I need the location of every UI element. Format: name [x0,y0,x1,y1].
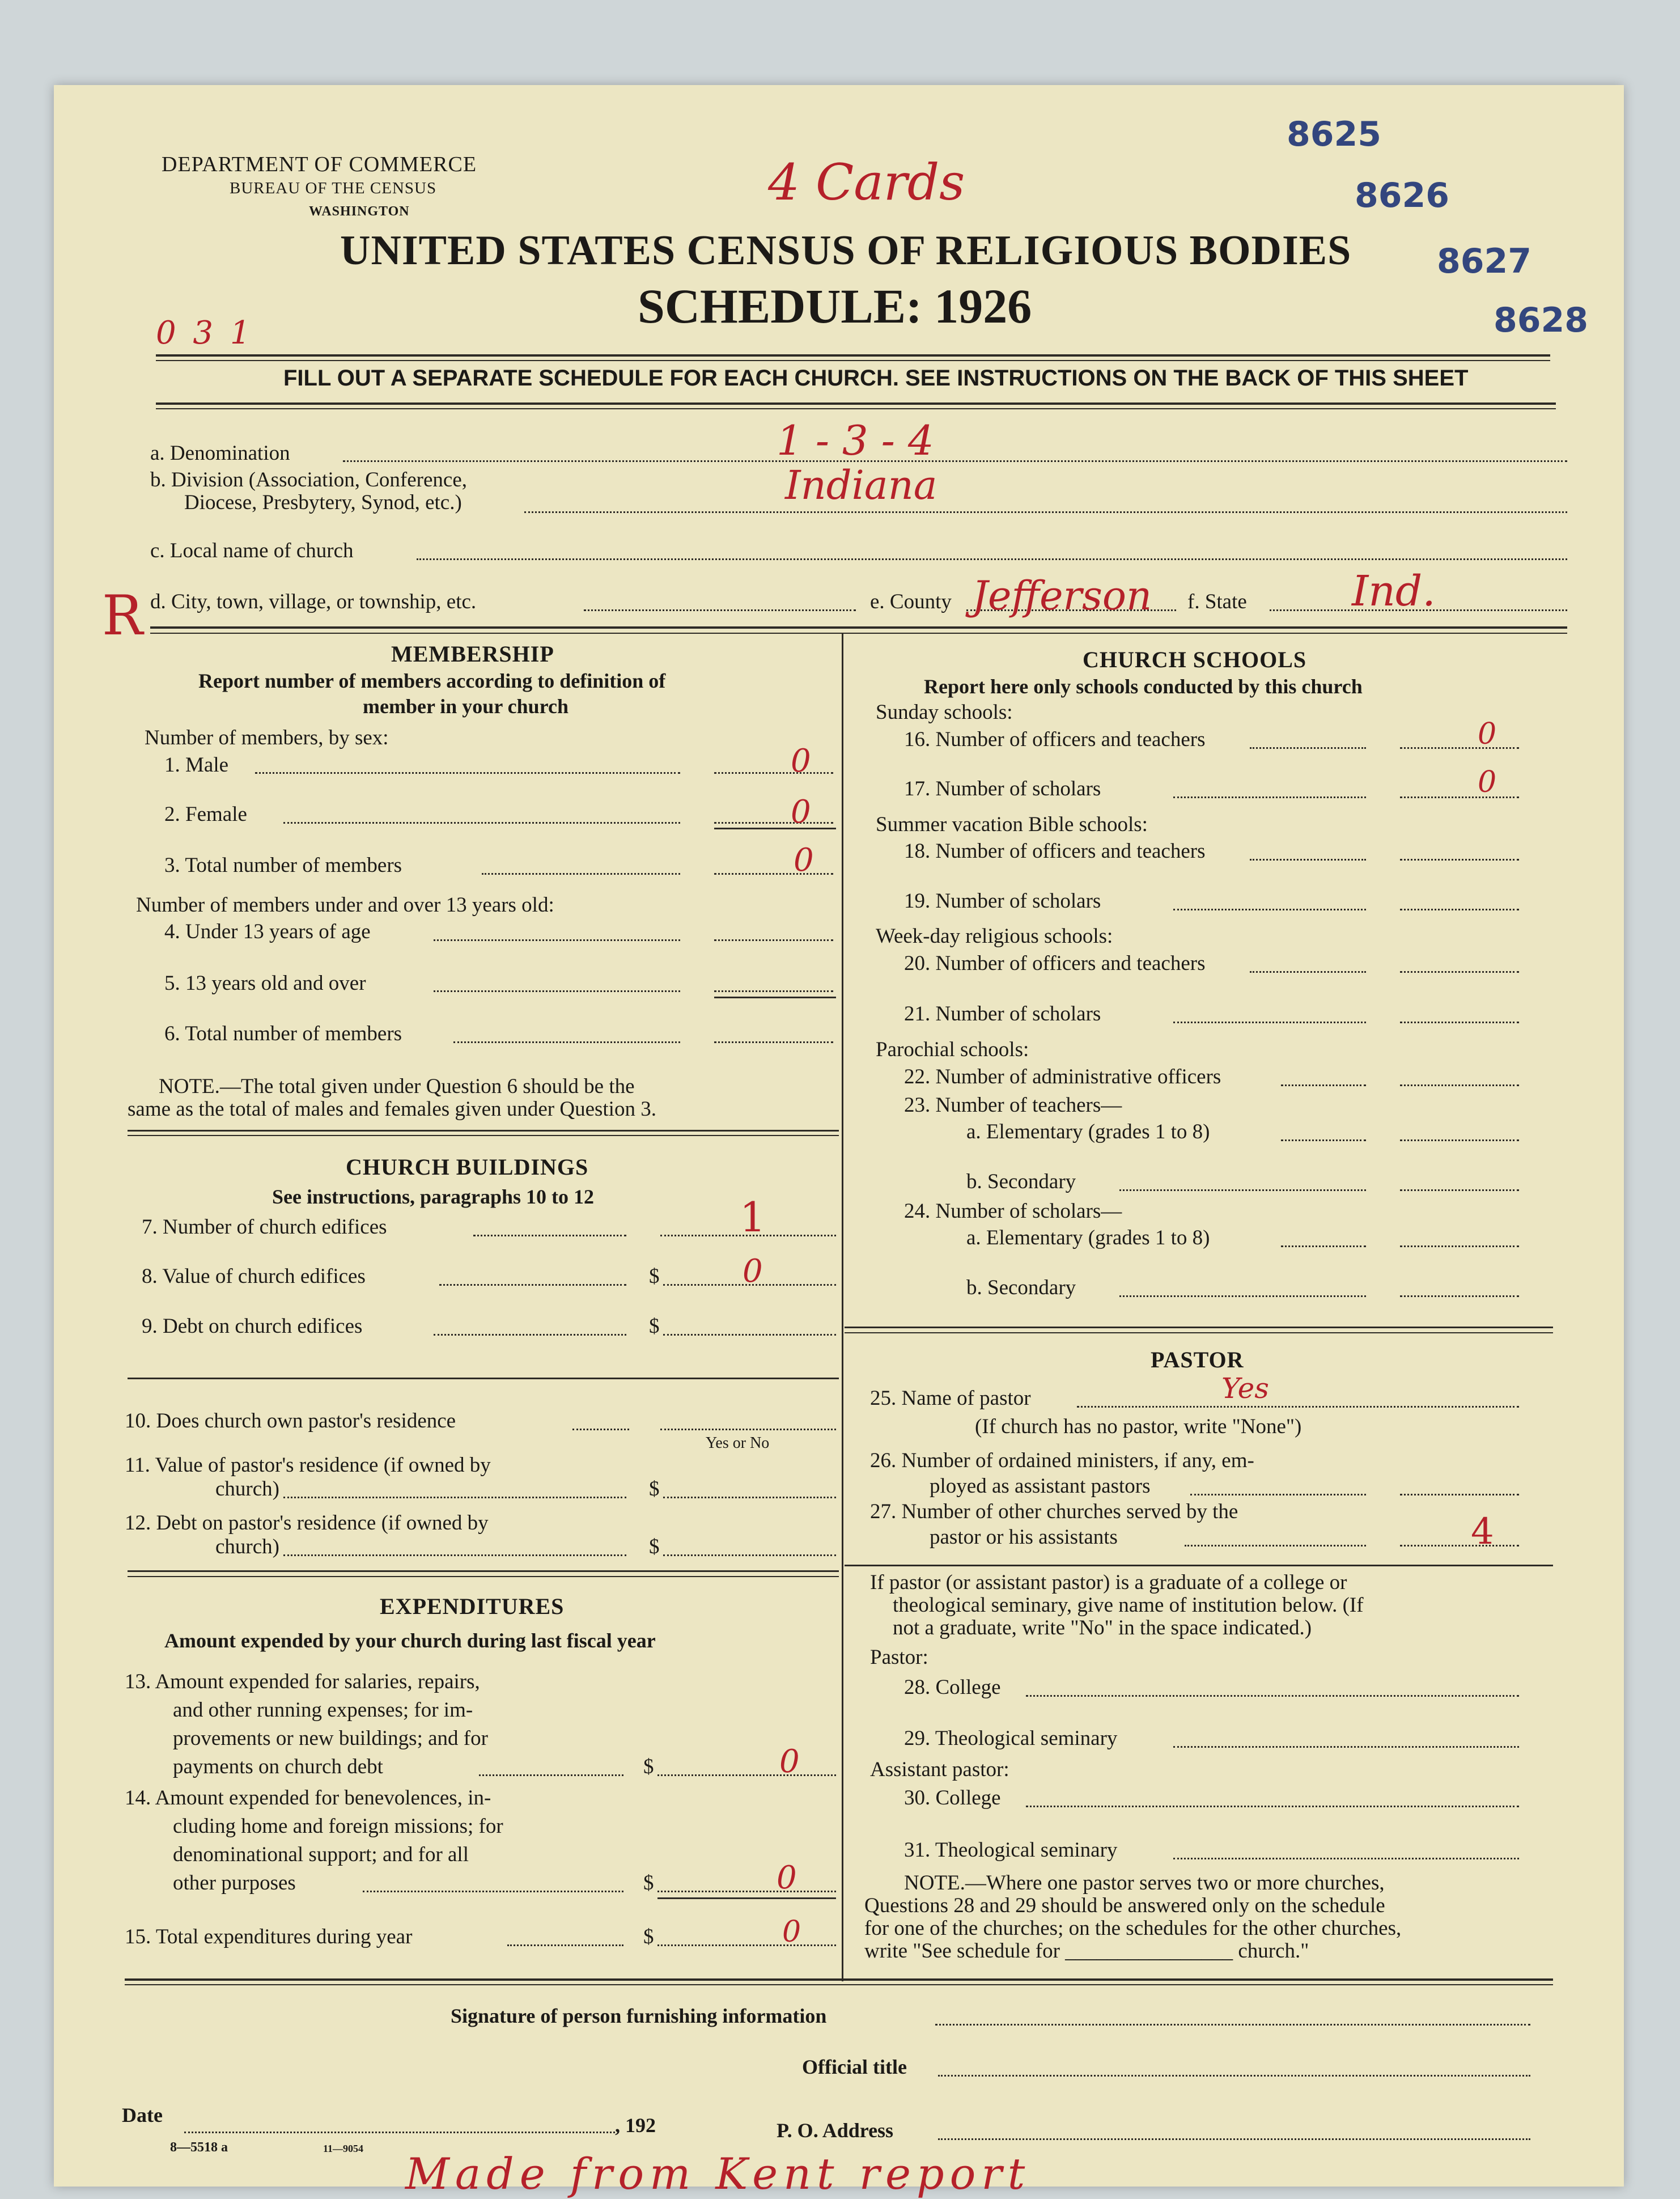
date-year-suffix: , 192 [615,2114,656,2137]
sum-rule [657,1897,836,1899]
handwritten-bottom-note: Made from Kent report [405,2149,1031,2199]
stamp-number: 8627 [1437,241,1531,281]
q17-answer-field[interactable] [1400,796,1519,798]
q13-label-cont: provements or new buildings; and for [173,1727,488,1750]
q26-answer-field[interactable] [1400,1494,1519,1495]
schedule-title: SCHEDULE: 1926 [638,279,1032,333]
q24a-label: a. Elementary (grades 1 to 8) [966,1226,1210,1249]
handwritten-cards-note: 4 Cards [768,153,965,211]
q31-answer-field[interactable] [1173,1858,1519,1859]
q9-label: 9. Debt on church edifices [142,1315,363,1338]
bureau-name: BUREAU OF THE CENSUS [230,179,437,197]
q12-label: 12. Debt on pastor's residence (if owned by [125,1511,489,1535]
q13-value: 0 [779,1743,800,1780]
local-name-label: c. Local name of church [150,539,354,562]
membership-heading: MEMBERSHIP [391,641,554,667]
q14-answer-field[interactable] [657,1891,836,1892]
membership-subtitle: Report number of members according to definition of [198,670,666,692]
q27-label: 27. Number of other churches served by the [870,1500,1238,1523]
graduate-instructions-cont: not a graduate, write "No" in the space indicated.) [893,1616,1312,1639]
date-field[interactable] [184,2132,615,2133]
section-rule [128,1130,839,1132]
q22-label: 22. Number of administrative officers [904,1065,1221,1088]
q28-answer-field[interactable] [1026,1695,1519,1697]
q11-label: 11. Value of pastor's residence (if owned by [125,1454,491,1477]
members-by-sex-label: Number of members, by sex: [145,726,389,749]
official-title-label: Official title [802,2056,907,2078]
expenditures-subtitle: Amount expended by your church during last fiscal year [164,1629,656,1652]
pastor-note-cont: for one of the churches; on the schedules for the other churches, [864,1917,1402,1940]
membership-note: NOTE.—The total given under Question 6 should be the [159,1075,635,1098]
leader-dots [434,939,680,941]
q23a-answer-field[interactable] [1400,1139,1519,1141]
q13-answer-field[interactable] [657,1774,836,1776]
q11-label-cont: church) [215,1477,279,1501]
q24a-answer-field[interactable] [1400,1245,1519,1247]
stamp-number: 8625 [1287,115,1381,154]
leader-dots [363,1891,623,1892]
q9-answer-field[interactable] [663,1334,836,1336]
q25-label: 25. Name of pastor [870,1387,1031,1410]
buildings-subtitle: See instructions, paragraphs 10 to 12 [272,1185,595,1208]
q21-label: 21. Number of scholars [904,1002,1101,1026]
q13-label: 13. Amount expended for salaries, repairs, [125,1670,480,1693]
q24-label: 24. Number of scholars— [904,1200,1122,1223]
header-rule [156,402,1556,405]
leader-dots [1250,859,1366,861]
header-rule [156,360,1550,361]
state-label: f. State [1187,590,1247,613]
city-name: WASHINGTON [309,204,410,219]
q4-answer-field[interactable] [714,939,833,941]
membership-subtitle: member in your church [363,695,569,718]
section-rule [128,1135,839,1136]
division-field[interactable] [524,511,1567,513]
county-value: Jefferson [972,573,1152,619]
q14-value: 0 [777,1859,797,1896]
local-name-field[interactable] [417,558,1567,560]
q3-label: 3. Total number of members [164,854,402,877]
leader-dots [1173,909,1366,910]
assistant-pastor-subheading: Assistant pastor: [870,1758,1009,1781]
q8-label: 8. Value of church edifices [142,1265,366,1288]
denomination-field[interactable] [343,460,1567,462]
leader-dots [434,990,680,992]
q23-label: 23. Number of teachers— [904,1094,1122,1117]
q1-value: 0 [791,743,811,779]
leader-dots [453,1041,680,1043]
q2-label: 2. Female [164,803,247,826]
pastor-note-cont: Questions 28 and 29 should be answered only on the schedule [864,1894,1385,1917]
city-label: d. City, town, village, or township, etc. [150,590,477,613]
q14-label-cont: cluding home and foreign missions; for [173,1815,503,1838]
section-rule [845,1332,1553,1333]
q5-answer-field[interactable] [714,990,833,992]
section-rule [150,626,1567,629]
section-rule [845,1565,1553,1566]
denomination-label: a. Denomination [150,442,290,465]
q1-answer-field[interactable] [714,772,833,774]
leader-dots [439,1284,626,1286]
stamp-number: 8626 [1355,176,1449,215]
pastor-subheading: Pastor: [870,1646,928,1669]
form-number: 8—5518 a [170,2140,228,2155]
dollar-sign: $ [649,1265,660,1288]
q4-label: 4. Under 13 years of age [164,920,371,943]
q30-label: 30. College [904,1786,1001,1810]
leader-dots [1173,796,1366,798]
q30-answer-field[interactable] [1026,1806,1519,1807]
leader-dots [1185,1545,1366,1546]
header-rule [156,408,1556,409]
pastor-heading: PASTOR [1151,1347,1244,1372]
section-rule [125,1978,1553,1981]
q2-answer-field[interactable] [714,822,833,824]
q17-label: 17. Number of scholars [904,777,1101,800]
leader-dots [255,772,680,774]
q7-value: 1 [740,1193,766,1241]
leader-dots [1173,1022,1366,1023]
division-label-cont: Diocese, Presbytery, Synod, etc.) [184,491,462,514]
stamp-number: 8628 [1494,300,1588,340]
sunday-schools-label: Sunday schools: [876,701,1013,724]
state-value: Ind. [1352,567,1436,616]
q3-value: 0 [794,842,814,879]
leader-dots [283,1497,626,1498]
q27-value: 4 [1471,1511,1494,1553]
county-label: e. County [870,590,952,613]
section-rule [128,1570,839,1572]
leader-dots [1281,1084,1366,1086]
q6-label: 6. Total number of members [164,1022,402,1045]
city-field[interactable] [584,609,856,611]
print-number: 11—9054 [323,2143,364,2154]
handwritten-code: 0 3 1 [156,315,254,351]
q27-label-cont: pastor or his assistants [930,1526,1118,1549]
q5-label: 5. 13 years old and over [164,972,366,995]
q25-value: Yes [1221,1372,1269,1405]
q18-answer-field[interactable] [1400,859,1519,861]
po-address-label: P. O. Address [777,2119,894,2142]
q31-label: 31. Theological seminary [904,1838,1118,1862]
instruction-banner: FILL OUT A SEPARATE SCHEDULE FOR EACH CHURCH. SEE INSTRUCTIONS ON THE BACK OF THIS SHEET [283,366,1469,391]
section-rule [125,1984,1553,1985]
q12-label-cont: church) [215,1535,279,1558]
q14-label: 14. Amount expended for benevolences, in- [125,1786,491,1810]
q25-note: (If church has no pastor, write "None") [975,1415,1302,1438]
leader-dots [1281,1245,1366,1247]
sum-rule [714,828,836,829]
schedule-sheet [54,85,1624,2199]
q21-answer-field[interactable] [1400,1022,1519,1023]
dollar-sign: $ [649,1535,660,1558]
q14-label-cont: denominational support; and for all [173,1843,469,1866]
q6-answer-field[interactable] [714,1041,833,1043]
q26-label: 26. Number of ordained ministers, if any, em- [870,1449,1254,1472]
buildings-heading: CHURCH BUILDINGS [346,1154,589,1180]
section-rule [845,1327,1553,1328]
leader-dots [434,1334,626,1336]
expenditures-heading: EXPENDITURES [380,1594,565,1619]
q28-label: 28. College [904,1676,1001,1699]
q29-answer-field[interactable] [1173,1746,1519,1748]
q23b-answer-field[interactable] [1400,1189,1519,1191]
q12-answer-field[interactable] [663,1554,836,1556]
leader-dots [1190,1494,1366,1495]
form-title: UNITED STATES CENSUS OF RELIGIOUS BODIES [340,227,1352,274]
dollar-sign: $ [643,1871,654,1895]
q8-value: 0 [743,1253,763,1290]
leader-dots [482,873,680,875]
q15-value: 0 [782,1915,801,1949]
leader-dots [507,1944,623,1946]
members-by-age-label: Number of members under and over 13 years old: [136,893,554,917]
leader-dots [572,1429,629,1430]
section-rule [150,633,1567,634]
q26-label-cont: ployed as assistant pastors [930,1475,1151,1498]
leader-dots [1250,971,1366,973]
leader-dots [283,822,680,824]
q29-label: 29. Theological seminary [904,1727,1118,1750]
q20-answer-field[interactable] [1400,971,1519,973]
q10-answer-field[interactable] [660,1429,836,1430]
dollar-sign: $ [643,1755,654,1778]
header-rule [156,354,1550,357]
leader-dots [1119,1295,1366,1297]
section-rule [128,1576,839,1577]
po-address-field[interactable] [938,2138,1530,2140]
summer-schools-label: Summer vacation Bible schools: [876,813,1148,836]
q25-answer-field[interactable] [1077,1406,1519,1408]
dollar-sign: $ [643,1925,654,1948]
graduate-instructions-cont: theological seminary, give name of institution below. (If [893,1594,1364,1617]
weekday-schools-label: Week-day religious schools: [876,925,1113,948]
membership-note-cont: same as the total of males and females given under Question 3. [128,1098,656,1121]
yes-no-hint: Yes or No [706,1434,770,1452]
q13-label-cont: payments on church debt [173,1755,383,1778]
q15-answer-field[interactable] [657,1944,836,1946]
q16-value: 0 [1478,717,1497,751]
leader-dots [1281,1139,1366,1141]
leader-dots [473,1235,626,1236]
sum-rule [714,997,836,998]
leader-dots [479,1774,623,1776]
signature-label: Signature of person furnishing information [451,2005,827,2027]
leader-dots [1250,747,1366,749]
pastor-note: NOTE.—Where one pastor serves two or more churches, [904,1871,1385,1895]
leader-dots [1119,1189,1366,1191]
q19-answer-field[interactable] [1400,909,1519,910]
q1-label: 1. Male [164,753,229,777]
q24b-answer-field[interactable] [1400,1295,1519,1297]
q11-answer-field[interactable] [663,1497,836,1498]
q13-label-cont: and other running expenses; for im- [173,1698,473,1722]
section-rule [128,1378,839,1379]
q19-label: 19. Number of scholars [904,889,1101,913]
column-divider [842,634,843,1981]
schools-heading: CHURCH SCHOOLS [1083,647,1307,672]
handwritten-r-mark: R [102,584,143,647]
q18-label: 18. Number of officers and teachers [904,840,1206,863]
q16-answer-field[interactable] [1400,747,1519,749]
signature-field[interactable] [935,2024,1530,2026]
graduate-instructions: If pastor (or assistant pastor) is a graduate of a college or [870,1571,1347,1594]
dollar-sign: $ [649,1477,660,1501]
division-value: Indiana [785,462,937,509]
q16-label: 16. Number of officers and teachers [904,728,1206,751]
q15-label: 15. Total expenditures during year [125,1925,413,1948]
q20-label: 20. Number of officers and teachers [904,952,1206,975]
dollar-sign: $ [649,1315,660,1338]
q10-label: 10. Does church own pastor's residence [125,1409,456,1433]
q3-answer-field[interactable] [714,873,833,875]
division-label: b. Division (Association, Conference, [150,468,467,492]
schools-subtitle: Report here only schools conducted by this church [924,675,1363,698]
q23b-label: b. Secondary [966,1170,1076,1193]
q7-label: 7. Number of church edifices [142,1215,387,1239]
q24b-label: b. Secondary [966,1276,1076,1299]
q14-label-cont: other purposes [173,1871,296,1895]
q27-answer-field[interactable] [1400,1545,1519,1546]
official-title-field[interactable] [938,2075,1530,2077]
pastor-note-cont: write "See schedule for ________________ church." [864,1939,1309,1963]
q23a-label: a. Elementary (grades 1 to 8) [966,1120,1210,1143]
leader-dots [283,1554,626,1556]
q17-value: 0 [1478,765,1497,799]
department-name: DEPARTMENT OF COMMERCE [162,152,477,176]
parochial-schools-label: Parochial schools: [876,1038,1029,1061]
date-label: Date [122,2104,163,2126]
q2-value: 0 [791,794,811,831]
q22-answer-field[interactable] [1400,1084,1519,1086]
denomination-value: 1 - 3 - 4 [777,417,934,464]
